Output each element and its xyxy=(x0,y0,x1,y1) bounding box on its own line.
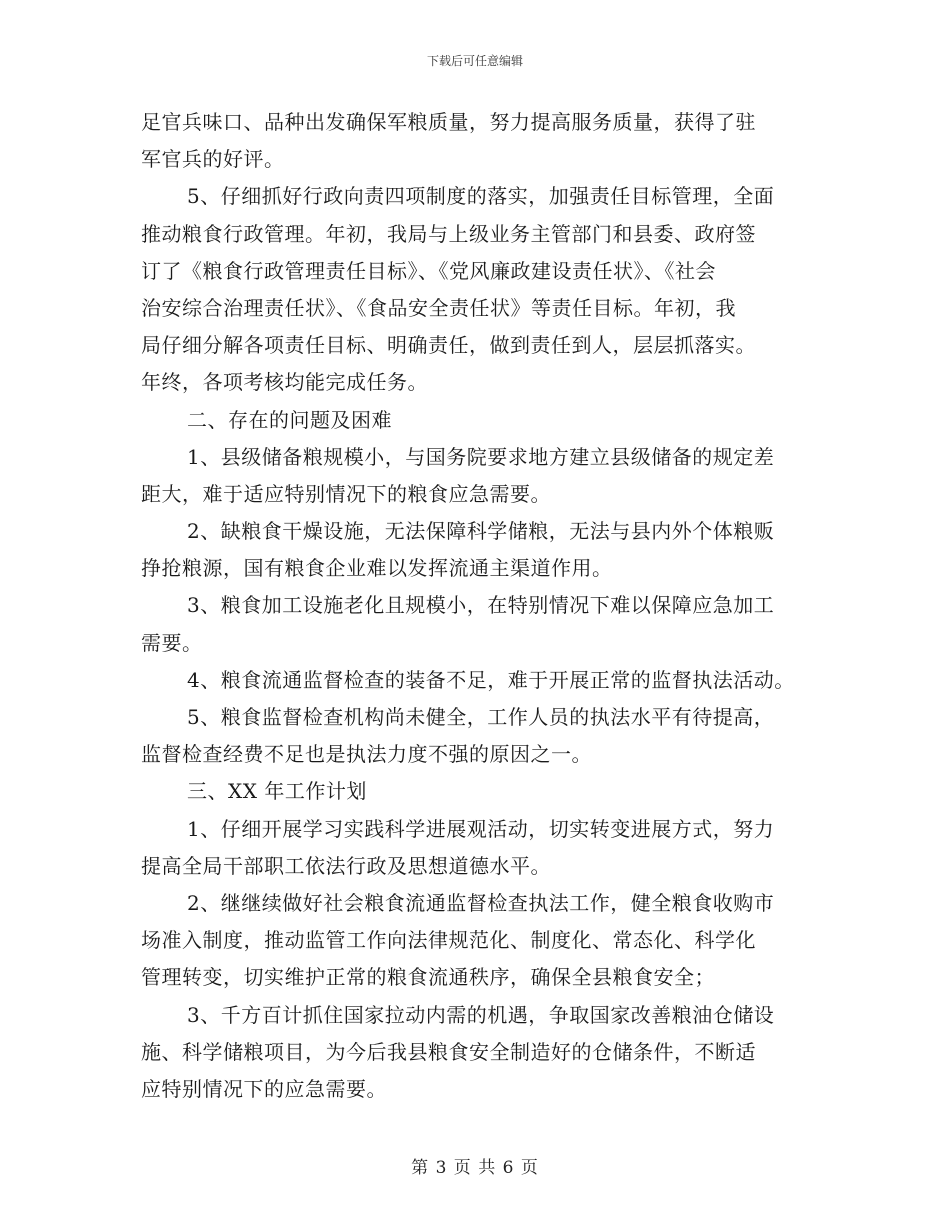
text-line: 2、缺粮食干燥设施，无法保障科学储粮，无法与县内外个体粮贩 xyxy=(187,519,775,544)
text-line: 4、粮食流通监督检查的装备不足，难于开展正常的监督执法活动。 xyxy=(187,667,795,692)
text-line: 三、XX 年工作计划 xyxy=(187,779,367,804)
document-body xyxy=(141,104,831,1108)
text-line: 订了《粮食行政管理责任目标》、《党风廉政建设责任状》、《社会 xyxy=(141,258,716,283)
page-header-note: 下载后可任意编辑 xyxy=(426,54,523,68)
text-line: 应特别情况下的应急需要。 xyxy=(141,1076,387,1101)
page-footer: 第 3 页 共 6 页 xyxy=(411,1158,539,1178)
text-line: 1、仔细开展学习实践科学进展观活动，切实转变进展方式，努力 xyxy=(187,816,775,841)
text-line: 距大，难于适应特别情况下的粮食应急需要。 xyxy=(141,481,551,506)
text-line: 局仔细分解各项责任目标、明确责任，做到责任到人，层层抓落实。 xyxy=(141,333,756,358)
text-line: 需要。 xyxy=(141,630,203,655)
text-line: 场准入制度，推动监管工作向法律规范化、制度化、常态化、科学化 xyxy=(141,928,756,953)
text-line: 3、粮食加工设施老化且规模小，在特别情况下难以保障应急加工 xyxy=(187,593,775,618)
text-line: 监督检查经费不足也是执法力度不强的原因之一。 xyxy=(141,742,592,767)
text-line: 军官兵的好评。 xyxy=(141,147,285,172)
text-line: 二、存在的问题及困难 xyxy=(187,407,392,432)
text-line: 1、县级储备粮规模小，与国务院要求地方建立县级储备的规定差 xyxy=(187,444,775,469)
text-line: 年终，各项考核均能完成任务。 xyxy=(141,370,428,395)
text-line: 5、仔细抓好行政向责四项制度的落实，加强责任目标管理，全面 xyxy=(187,184,775,209)
text-line: 施、科学储粮项目，为今后我县粮食安全制造好的仓储条件，不断适 xyxy=(141,1039,756,1064)
text-line: 5、粮食监督检查机构尚未健全，工作人员的执法水平有待提高， xyxy=(187,705,775,729)
text-line: 2、继继续做好社会粮食流通监督检查执法工作，健全粮食收购市 xyxy=(187,890,775,915)
text-line: 管理转变，切实维护正常的粮食流通秩序，确保全县粮食安全； xyxy=(141,965,715,990)
text-line: 挣抢粮源，国有粮食企业难以发挥流通主渠道作用。 xyxy=(141,556,613,581)
text-line: 足官兵味口、品种出发确保军粮质量，努力提高服务质量，获得了驻 xyxy=(141,110,756,134)
text-line: 3、千方百计抓住国家拉动内需的机遇，争取国家改善粮油仓储设 xyxy=(187,1002,775,1027)
text-line: 提高全局干部职工依法行政及思想道德水平。 xyxy=(141,853,551,878)
text-line: 推动粮食行政管理。年初，我局与上级业务主管部门和县委、政府签 xyxy=(141,221,756,246)
text-line: 治安综合治理责任状》、《食品安全责任状》等责任目标。年初，我 xyxy=(141,295,736,320)
